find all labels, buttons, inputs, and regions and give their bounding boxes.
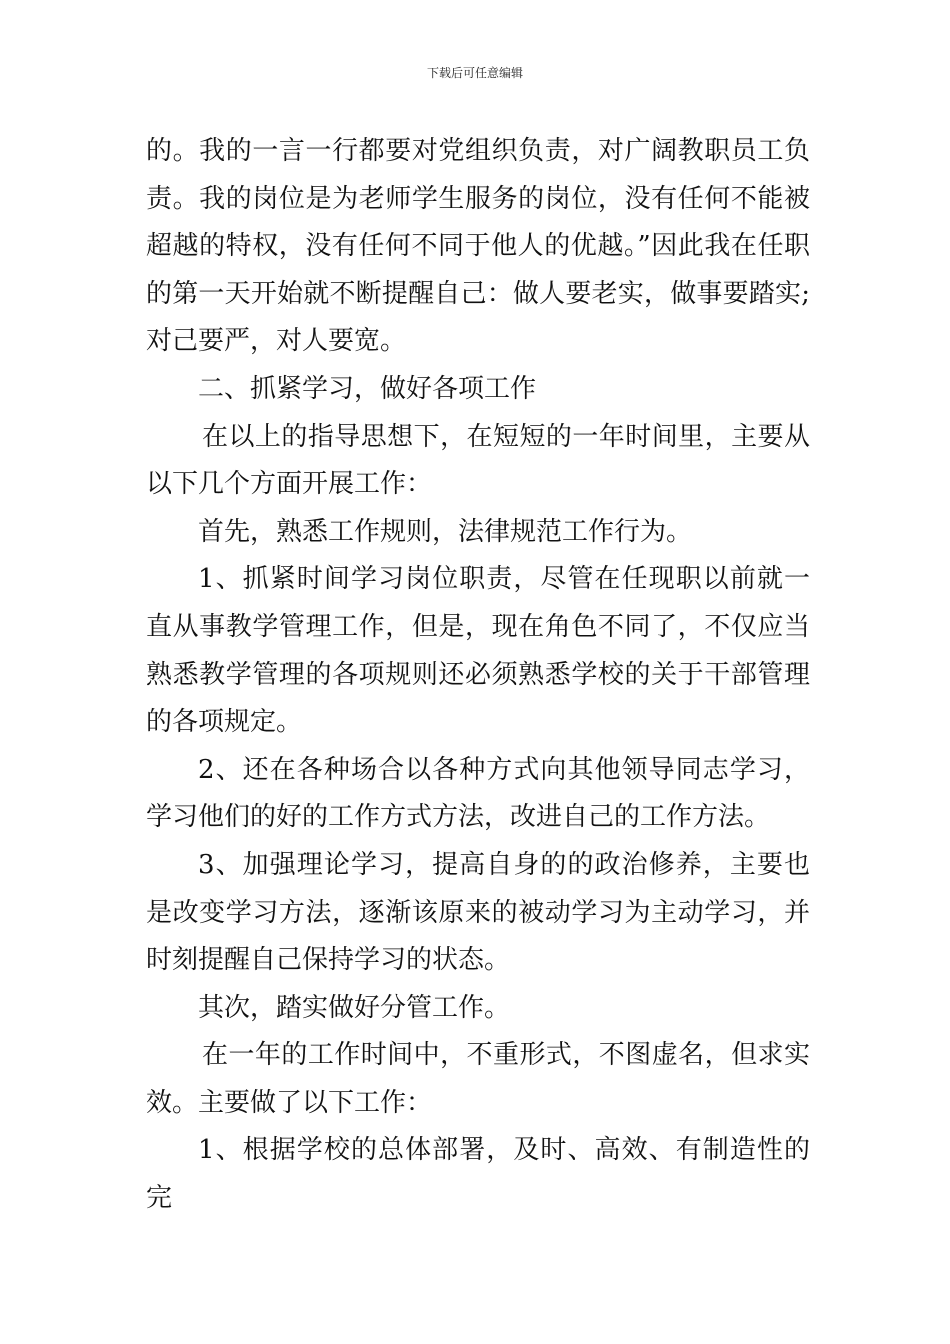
paragraph-first-point: 首先，熟悉工作规则，法律规范工作行为。	[198, 516, 693, 547]
paragraph-second-point: 其次，踏实做好分管工作。	[198, 992, 511, 1023]
document-body	[146, 128, 810, 1223]
list-item-1: 1、抓紧时间学习岗位职责，尽管在任现职以前就一直从事教学管理工作，但是，现在角色不同了，不仅应当熟悉教学管理的各项规则还必须熟悉学校的关于干部管理的各项规定。	[146, 564, 810, 738]
section-heading: 二、抓紧学习，做好各项工作	[198, 373, 537, 404]
list-item-3: 3、加强理论学习，提高自身的的政治修养，主要也是改变学习方法，逐渐该原来的被动学习为主动学习，并时刻提醒自己保持学习的状态。	[146, 849, 810, 976]
page-header-note: 下载后可任意编辑	[426, 66, 523, 80]
list-item-work-1: 1、根据学校的总体部署，及时、高效、有制造性的完	[146, 1135, 810, 1214]
paragraph-work-intro: 在一年的工作时间中，不重形式，不图虚名，但求实效。主要做了以下工作：	[146, 1040, 810, 1118]
paragraph-intro: 在以上的指导思想下，在短短的一年时间里，主要从以下几个方面开展工作：	[146, 421, 810, 500]
paragraph-continuation: 的。我的一言一行都要对党组织负责，对广阔教职员工负责。我的岗位是为老师学生服务的岗位，没有任何不能被超越的特权，没有任何不同于他人的优越。”因此我在任职的第一天开始就不断提醒自己：做人要老实，做事要踏实;对己要严，对人要宽。	[146, 136, 810, 357]
list-item-2: 2、还在各种场合以各种方式向其他领导同志学习，学习他们的好的工作方式方法，改进自己的工作方法。	[146, 754, 810, 833]
